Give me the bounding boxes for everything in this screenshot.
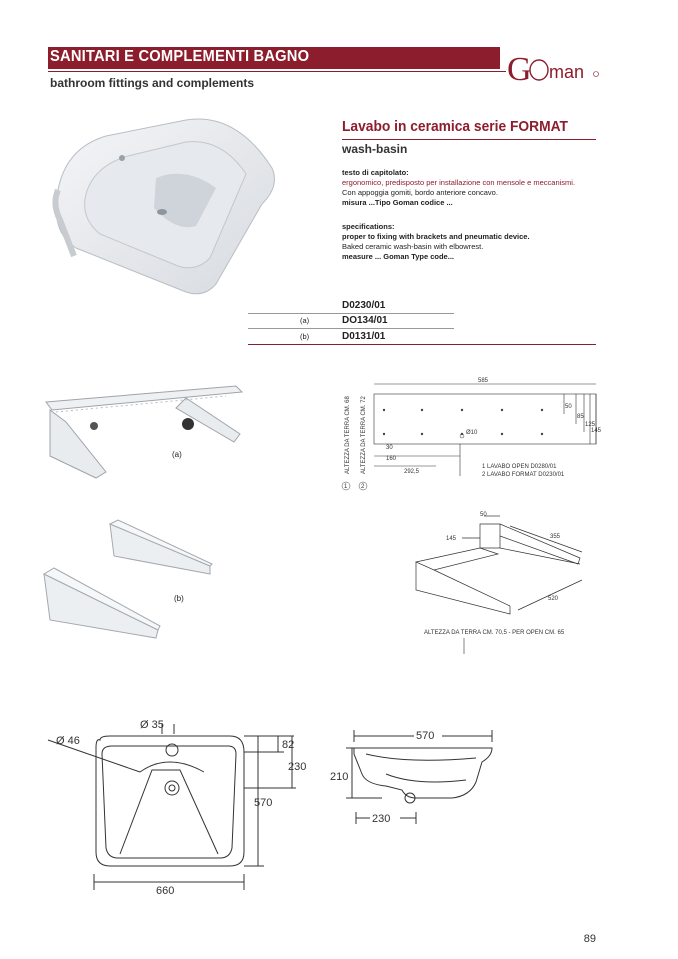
page-subtitle: bathroom fittings and complements	[50, 76, 255, 90]
bracket-height-caption: ALTEZZA DA TERRA CM. 70,5 - PER OPEN CM. 65	[424, 630, 565, 636]
goman-logo	[505, 44, 605, 92]
product-title: Lavabo in ceramica serie FORMAT	[342, 118, 568, 135]
code-wash-basin: D0230/01	[342, 300, 386, 311]
dim-82: 82	[282, 739, 295, 751]
dim-570: 570	[254, 797, 273, 809]
dim-585: 585	[478, 378, 489, 384]
dim-50: 50	[565, 404, 572, 410]
it-line-1: ergonomico, predisposto per installazione con mensole e meccanismi.	[342, 178, 576, 187]
dim-292: 292,5	[404, 469, 420, 475]
en-line-2: Baked ceramic wash-basin with elbowrest.	[342, 242, 484, 251]
dim-125: 125	[585, 422, 596, 428]
code-tag-b: (b)	[300, 332, 310, 341]
dim-230: 230	[372, 813, 391, 825]
wash-basin-photo	[36, 108, 298, 308]
code-divider-bottom	[248, 344, 596, 345]
legend-2: 2 LAVABO FORMAT D0230/01	[482, 472, 565, 478]
dim-145: 145	[591, 428, 602, 434]
dim-30: 30	[386, 445, 393, 451]
code-tag-a: (a)	[300, 316, 310, 325]
marker-1: 1	[344, 484, 348, 490]
dim-230: 230	[288, 761, 307, 773]
bracket-a-photo	[36, 372, 256, 492]
dim-160: 160	[386, 456, 397, 462]
dim-660: 660	[156, 885, 175, 897]
svg-text:man: man	[549, 62, 585, 82]
dim-hole: Ø10	[466, 430, 478, 436]
code-bracket-a: DO134/01	[342, 315, 388, 326]
plate-drawing	[338, 374, 608, 498]
product-subtitle: wash-basin	[342, 142, 408, 156]
header-divider	[48, 71, 506, 72]
basin-plan-drawing	[44, 712, 314, 902]
basin-side-drawing	[326, 724, 506, 834]
bracket-a-label: (a)	[172, 450, 182, 459]
it-line-2: Con appoggia gomiti, bordo anteriore concavo.	[342, 188, 498, 197]
dim-85: 85	[577, 414, 584, 420]
dim-145: 145	[446, 536, 457, 542]
dim-46: Ø 46	[56, 735, 80, 747]
product-divider	[342, 139, 596, 140]
en-line-3: measure ... Goman Type code...	[342, 252, 454, 261]
dim-210: 210	[330, 771, 349, 783]
page-title: SANITARI E COMPLEMENTI BAGNO	[50, 48, 310, 65]
dim-570: 570	[416, 730, 435, 742]
dim-355: 355	[550, 534, 561, 540]
bracket-b-photo	[40, 516, 220, 646]
code-bracket-b: D0131/01	[342, 331, 386, 342]
legend-1: 1 LAVABO OPEN D0280/01	[482, 464, 557, 470]
en-line-1: proper to fixing with brackets and pneumatic device.	[342, 232, 530, 241]
marker-2: 2	[361, 484, 365, 490]
svg-text:G: G	[507, 51, 532, 88]
it-heading: testo di capitolato:	[342, 168, 409, 177]
en-heading: specifications:	[342, 222, 395, 231]
it-line-3: misura ...Tipo Goman codice ...	[342, 198, 453, 207]
height-label-1: ALTEZZA DA TERRA CM. 68	[345, 396, 351, 474]
bracket-b-label: (b)	[174, 594, 184, 603]
dim-520: 520	[548, 596, 559, 602]
dim-35: Ø 35	[140, 719, 164, 731]
code-divider	[248, 313, 454, 314]
bracket-drawing	[410, 508, 610, 658]
height-label-2: ALTEZZA DA TERRA CM. 72	[361, 396, 367, 474]
dim-50: 50	[480, 512, 487, 518]
code-divider	[248, 328, 454, 329]
page-number: 89	[583, 933, 596, 945]
